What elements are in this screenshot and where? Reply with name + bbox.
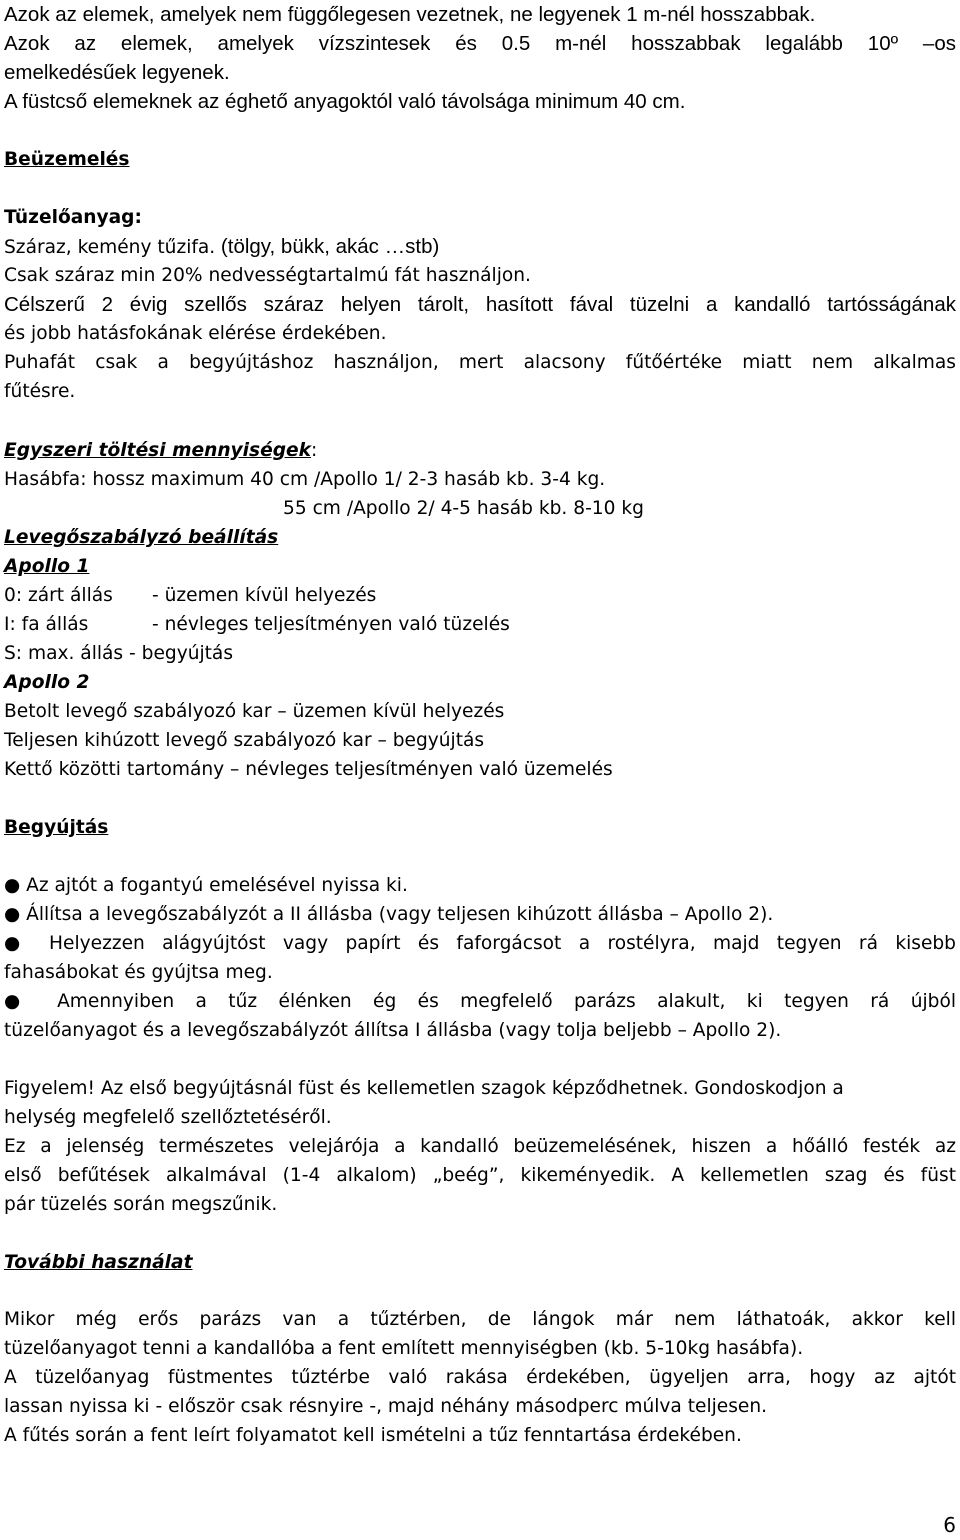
apollo1-row-3: S: max. állás - begyújtás [4,643,234,664]
fuel-line-1 [4,232,439,262]
heading-egyszeri-row [4,436,317,465]
apollo1-row-1-key: 0: zárt állás [4,585,113,606]
apollo2-line-2: Teljesen kihúzott levegő szabályozó kar – begyújtás [4,730,485,751]
warning-line-3: Ez a jelenség természetes velejárója a kandalló beüzemelésének, hiszen a hőálló festék az [4,1136,956,1157]
heading-apollo2: Apollo 2 [4,672,90,693]
loading-line-2: 55 cm /Apollo 2/ 4-5 hasáb kb. 8-10 kg [283,498,644,519]
warning-line-5: pár tüzelés során megszűnik. [4,1194,278,1215]
fuel-line-1b: (tölgy, bükk, akác …stb) [215,235,440,258]
apollo1-row-2-key: I: fa állás [4,614,89,635]
warning-line-1: Figyelem! Az első begyújtásnál füst és kellemetlen szagok képződhetnek. Gondoskodjon a [4,1078,844,1099]
fuel-line-1a: Száraz, kemény tűzifa. [4,237,216,258]
heading-tovabbi: További használat [4,1252,193,1273]
further-line-4: lassan nyissa ki - először csak résnyire -, majd néhány másodperc múlva teljesen. [4,1396,768,1417]
apollo1-row-1 [4,581,376,610]
apollo1-row-2-value: - névleges teljesítményen való tüzelés [152,614,510,635]
ignition-bullet-4-cont: tüzelőanyagot és a levegőszabályzót állítsa I állásba (vagy tolja beljebb – Apollo 2). [4,1020,782,1041]
heading-apollo1: Apollo 1 [4,556,90,577]
apollo2-line-3: Kettő közötti tartomány – névleges teljesítményen való üzemelés [4,759,613,780]
further-line-5: A fűtés során a fent leírt folyamatot kell ismételni a tűz fenntartása érdekében. [4,1425,742,1446]
fuel-line-3: Célszerű 2 évig szellős száraz helyen tárolt, hasított fával tüzelni a kandalló tartósságának [4,293,956,316]
page-number: 6 [943,1513,956,1537]
ignition-bullet-4: ● Amennyiben a tűz élénken ég és megfelelő parázs alakult, ki tegyen rá újból [4,991,956,1012]
apollo1-row-1-value: - üzemen kívül helyezés [152,585,377,606]
intro-line-3: emelkedésűek legyenek. [4,61,230,84]
heading-tuzeloanyag: Tüzelőanyag: [4,207,142,228]
ignition-bullet-3-cont: fahasábokat és gyújtsa meg. [4,962,273,983]
heading-egyszeri-colon: : [311,440,318,461]
fuel-line-4: és jobb hatásfokának elérése érdekében. [4,323,387,344]
loading-line-1: Hasábfa: hossz maximum 40 cm /Apollo 1/ 2-3 hasáb kb. 3-4 kg. [4,469,606,490]
heading-egyszeri: Egyszeri töltési mennyiségek [4,440,312,461]
apollo1-row-2 [4,610,510,639]
heading-levego: Levegőszabályzó beállítás [4,527,279,548]
warning-line-4: első befűtések alkalmával (1-4 alkalom) „beég”, kikeményedik. A kellemetlen szag és füst [4,1165,956,1186]
ignition-bullet-3: ● Helyezzen alágyújtóst vagy papírt és faforgácsot a rostélyra, majd tegyen rá kisebb [4,933,956,954]
ignition-bullet-2: ● Állítsa a levegőszabályzót a II állásba (vagy teljesen kihúzott állásba – Apollo 2). [4,904,774,925]
intro-line-1: Azok az elemek, amelyek nem függőlegesen vezetnek, ne legyenek 1 m-nél hosszabbak. [4,3,816,26]
fuel-line-2: Csak száraz min 20% nedvességtartalmú fát használjon. [4,265,531,286]
fuel-line-5: Puhafát csak a begyújtáshoz használjon, mert alacsony fűtőértéke miatt nem alkalmas [4,352,956,373]
ignition-bullet-1: ● Az ajtót a fogantyú emelésével nyissa ki. [4,875,408,896]
heading-begyujtas: Begyújtás [4,817,109,838]
further-line-2: tüzelőanyagot tenni a kandallóba a fent említett mennyiségben (kb. 5-10kg hasábfa). [4,1338,804,1359]
intro-line-2: Azok az elemek, amelyek vízszintesek és 0.5 m-nél hosszabbak legalább 10º –os [4,32,956,55]
intro-line-4: A füstcső elemeknek az éghető anyagoktól való távolsága minimum 40 cm. [4,90,686,113]
further-line-1: Mikor még erős parázs van a tűztérben, de lángok már nem láthatoák, akkor kell [4,1309,956,1330]
apollo2-line-1: Betolt levegő szabályozó kar – üzemen kívül helyezés [4,701,505,722]
heading-beuzemeles: Beüzemelés [4,149,130,170]
warning-line-2: helység megfelelő szellőztetéséről. [4,1107,332,1128]
fuel-line-6: fűtésre. [4,381,76,402]
further-line-3: A tüzelőanyag füstmentes tűztérbe való rakása érdekében, ügyeljen arra, hogy az ajtót [4,1367,956,1388]
